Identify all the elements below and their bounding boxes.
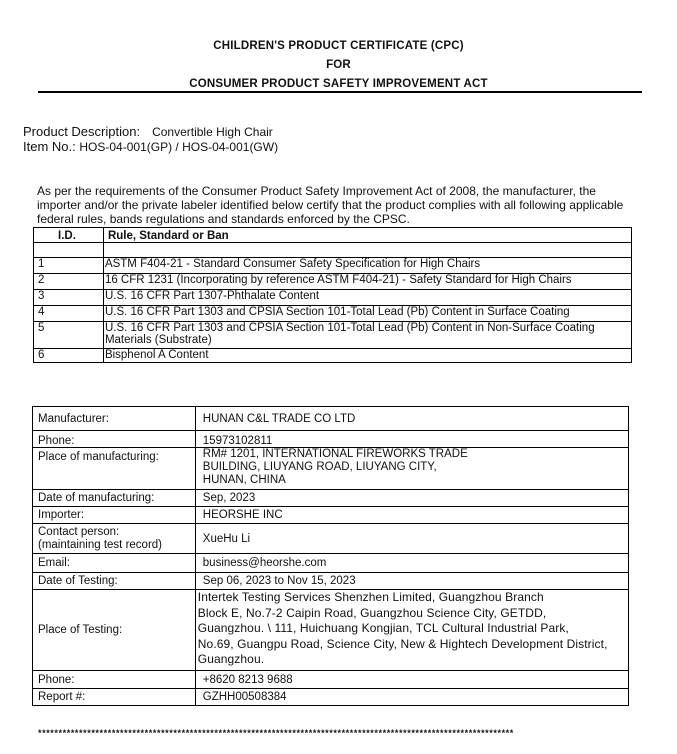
email-value: business@heorshe.com — [195, 554, 628, 573]
table-row — [34, 306, 632, 322]
table-row — [34, 274, 632, 290]
contact-person-label — [33, 524, 196, 554]
info-row-manufacturer — [33, 407, 629, 431]
place-of-testing-value — [195, 590, 628, 671]
certificate-title-for: FOR — [326, 59, 351, 71]
standards-table — [33, 227, 632, 363]
place-of-manufacturing-value — [195, 448, 628, 490]
certificate-title-act: CONSUMER PRODUCT SAFETY IMPROVEMENT ACT — [189, 78, 488, 90]
phone-label: Phone: — [33, 431, 196, 448]
product-description — [23, 124, 273, 139]
intro-paragraph: As per the requirements of the Consumer Product Safety Improvement Act of 2008, the manufacturer, the importer and/or the private labeler identified below certify that the product complies with all following applicable federal rules, bands regulations and standards enforced by the CPSC. — [37, 184, 624, 226]
date-of-manufacturing-label: Date of manufacturing: — [33, 490, 196, 507]
row-id: 3 — [34, 290, 104, 306]
row-rule: U.S. 16 CFR Part 1303 and CPSIA Section 101-Total Lead (Pb) Content in Non-Surface Coating Materials (Substrate) — [103, 322, 631, 349]
info-row-phone-testing — [33, 671, 629, 689]
importer-label: Importer: — [33, 507, 196, 524]
product-description-value: Convertible High Chair — [152, 125, 273, 139]
place-of-testing-line: Block E, No.7-2 Caipin Road, Guangzhou Science City, GETDD, — [197, 605, 547, 620]
place-of-manufacturing-line: HUNAN, CHINA — [202, 474, 286, 486]
phone-value: 15973102811 — [195, 431, 628, 448]
manufacturer-value: HUNAN C&L TRADE CO LTD — [195, 407, 628, 431]
footer-separator: ******************************************************************************************************************** — [38, 728, 514, 738]
item-number-label: Item No.: — [23, 139, 76, 154]
info-row-importer — [33, 507, 629, 524]
report-number-label: Report #: — [33, 689, 196, 706]
row-rule: Bisphenol A Content — [103, 349, 631, 363]
info-row-place-of-manufacturing — [33, 448, 629, 490]
col-rule-header: Rule, Standard or Ban — [103, 228, 631, 243]
row-id: 6 — [34, 349, 104, 363]
table-row — [34, 258, 632, 274]
table-row — [34, 290, 632, 306]
standards-header-row — [34, 228, 632, 243]
testing-phone-label: Phone: — [33, 671, 196, 689]
certificate-title: CHILDREN'S PRODUCT CERTIFICATE (CPC) — [213, 40, 464, 52]
testing-phone-value: +8620 8213 9688 — [195, 671, 628, 689]
report-number-value: GZHH00508384 — [195, 689, 628, 706]
email-label: Email: — [33, 554, 196, 573]
date-of-manufacturing-value: Sep, 2023 — [195, 490, 628, 507]
item-number-value: HOS-04-001(GP) / HOS-04-001(GW) — [79, 140, 279, 154]
info-row-phone — [33, 431, 629, 448]
place-of-testing-line: Guangzhou. — [197, 652, 265, 666]
place-of-testing-line: No.69, Guangpu Road, Science City, New & Hightech Development District, — [197, 636, 608, 651]
info-row-email — [33, 554, 629, 573]
place-of-testing-line: Guangzhou. \ 111, Huichuang Kongjian, TCL Cultural Industrial Park, — [197, 621, 569, 635]
place-of-manufacturing-line: BUILDING, LIUYANG ROAD, LIUYANG CITY, — [202, 461, 437, 473]
row-id: 1 — [34, 258, 104, 274]
row-rule: 16 CFR 1231 (Incorporating by reference ASTM F404-21) - Safety Standard for High Chairs — [103, 274, 631, 290]
date-of-testing-label: Date of Testing: — [33, 573, 196, 590]
manufacturer-label: Manufacturer: — [33, 407, 196, 431]
row-rule: U.S. 16 CFR Part 1307-Phthalate Content — [103, 290, 631, 306]
table-row — [34, 243, 632, 258]
importer-value: HEORSHE INC — [195, 507, 628, 524]
contact-person-label-line: Contact person: — [38, 526, 120, 538]
place-of-manufacturing-line: RM# 1201, INTERNATIONAL FIREWORKS TRADE — [202, 448, 468, 460]
title-underline — [38, 91, 642, 93]
product-description-label: Product Description: — [23, 124, 141, 139]
certificate-info-table — [32, 406, 629, 706]
place-of-testing-line: Intertek Testing Services Shenzhen Limited, Guangzhou Branch — [197, 590, 544, 604]
info-row-date-of-testing — [33, 573, 629, 590]
row-id: 5 — [34, 322, 104, 349]
table-row — [34, 322, 632, 349]
row-id: 4 — [34, 306, 104, 322]
row-rule: ASTM F404-21 - Standard Consumer Safety Specification for High Chairs — [103, 258, 631, 274]
table-row — [34, 349, 632, 363]
info-row-report — [33, 689, 629, 706]
row-rule: U.S. 16 CFR Part 1303 and CPSIA Section 101-Total Lead (Pb) Content in Surface Coating — [103, 306, 631, 322]
date-of-testing-value: Sep 06, 2023 to Nov 15, 2023 — [195, 573, 628, 590]
contact-person-value: XueHu Li — [195, 524, 628, 554]
col-id-header: I.D. — [34, 228, 104, 243]
info-row-contact-person — [33, 524, 629, 554]
info-row-place-of-testing — [33, 590, 629, 671]
contact-person-label-line: (maintaining test record) — [38, 539, 162, 551]
info-row-date-of-manufacturing — [33, 490, 629, 507]
place-of-testing-label: Place of Testing: — [33, 590, 196, 671]
row-id: 2 — [34, 274, 104, 290]
place-of-manufacturing-label: Place of manufacturing: — [33, 448, 196, 490]
item-number — [23, 139, 278, 154]
